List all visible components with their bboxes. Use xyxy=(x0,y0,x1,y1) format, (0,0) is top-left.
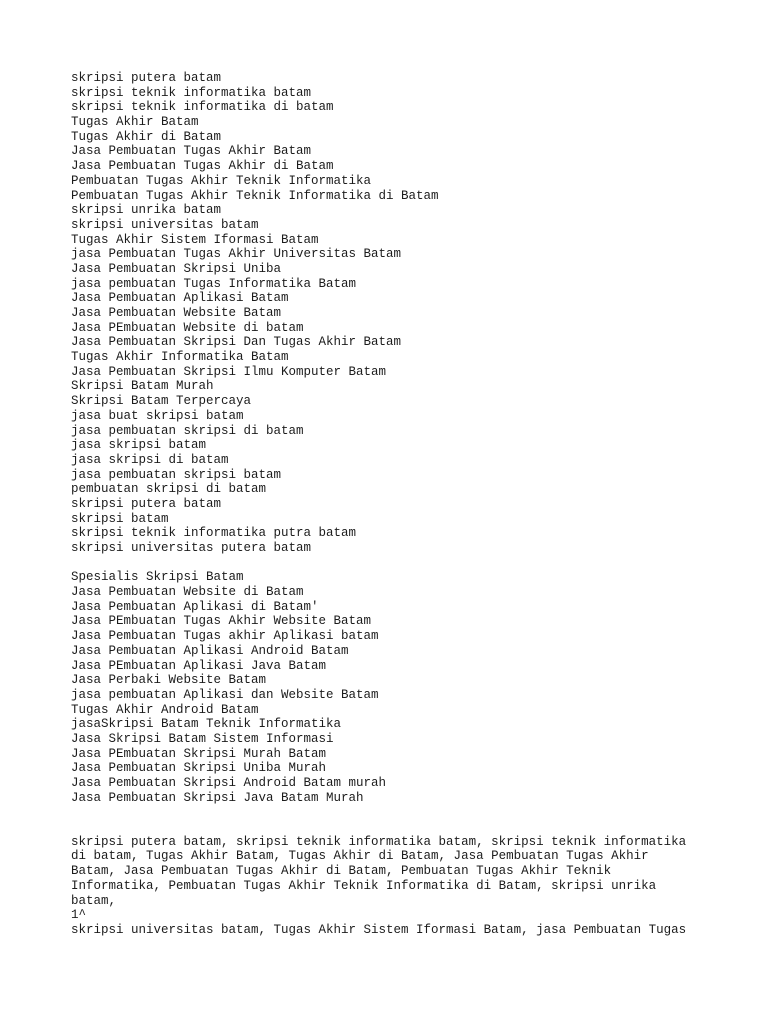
keyword-list xyxy=(71,71,751,556)
services-list xyxy=(71,570,751,805)
service-line: Jasa Skripsi Batam Sistem Informasi xyxy=(71,731,334,746)
keyword-line: Jasa Pembuatan Skripsi Ilmu Komputer Batam xyxy=(71,364,387,379)
keyword-line: Jasa Pembuatan Tugas Akhir di Batam xyxy=(71,159,334,174)
document-text xyxy=(71,71,751,938)
keyword-line: Jasa Pembuatan Aplikasi Batam xyxy=(71,291,289,306)
service-line: Jasa Pembuatan Aplikasi Android Batam xyxy=(71,643,349,658)
keyword-line: Tugas Akhir Informatika Batam xyxy=(71,350,289,365)
paragraph-line: di batam, Tugas Akhir Batam, Tugas Akhir di Batam, Jasa Pembuatan Tugas Akhir xyxy=(71,849,649,864)
blank-line xyxy=(71,556,751,571)
keyword-line: Jasa Pembuatan Website Batam xyxy=(71,306,282,320)
service-line: Jasa Pembuatan Aplikasi di Batam' xyxy=(71,599,319,614)
keyword-line: jasa buat skripsi batam xyxy=(71,408,244,423)
keyword-line: skripsi teknik informatika batam xyxy=(71,85,312,100)
service-line: jasa pembuatan Aplikasi dan Website Batam xyxy=(71,687,379,702)
keyword-line: Tugas Akhir di Batam xyxy=(71,129,222,144)
keyword-line: skripsi putera batam xyxy=(71,496,222,511)
service-line: Spesialis Skripsi Batam xyxy=(71,570,244,585)
service-line: Jasa Pembuatan Skripsi Android Batam murah xyxy=(71,776,387,790)
keyword-line: skripsi unrika batam xyxy=(71,203,222,218)
keyword-line: jasa Pembuatan Tugas Akhir Universitas Batam xyxy=(71,247,402,262)
keyword-line: skripsi teknik informatika di batam xyxy=(71,100,334,115)
keyword-line: Jasa Pembuatan Skripsi Dan Tugas Akhir Batam xyxy=(71,335,402,350)
service-line: Tugas Akhir Android Batam xyxy=(71,702,259,717)
keyword-line: skripsi teknik informatika putra batam xyxy=(71,526,357,541)
keyword-line: Pembuatan Tugas Akhir Teknik Informatika di Batam xyxy=(71,188,439,203)
keyword-line: jasa skripsi di batam xyxy=(71,452,229,467)
paragraph-line: skripsi putera batam, skripsi teknik informatika batam, skripsi teknik informatika xyxy=(71,834,687,849)
service-line: Jasa Pembuatan Tugas akhir Aplikasi batam xyxy=(71,629,379,644)
keyword-line: Jasa PEmbuatan Website di batam xyxy=(71,320,304,335)
blank-line xyxy=(71,805,751,820)
service-line: Jasa Pembuatan Skripsi Uniba Murah xyxy=(71,761,327,776)
keyword-line: jasa skripsi batam xyxy=(71,438,207,453)
service-line: Jasa PEmbuatan Aplikasi Java Batam xyxy=(71,658,327,673)
service-line: Jasa PEmbuatan Tugas Akhir Website Batam xyxy=(71,614,372,629)
service-line: Jasa Pembuatan Skripsi Java Batam Murah xyxy=(71,790,364,805)
paragraph-line: skripsi universitas batam, Tugas Akhir Sistem Iformasi Batam, jasa Pembuatan Tugas xyxy=(71,922,687,937)
keyword-line: jasa pembuatan Tugas Informatika Batam xyxy=(71,276,357,291)
paragraph-line: batam, xyxy=(71,893,117,908)
keyword-line: Jasa Pembuatan Tugas Akhir Batam xyxy=(71,144,312,159)
keyword-line: Skripsi Batam Murah xyxy=(71,379,214,394)
blank-line xyxy=(71,820,751,835)
keyword-line: skripsi universitas batam xyxy=(71,217,259,232)
keyword-line: Skripsi Batam Terpercaya xyxy=(71,394,252,409)
keyword-line: Tugas Akhir Sistem Iformasi Batam xyxy=(71,232,319,247)
keyword-line: skripsi putera batam xyxy=(71,71,222,85)
service-line: jasaSkripsi Batam Teknik Informatika xyxy=(71,717,342,732)
keyword-line: jasa pembuatan skripsi di batam xyxy=(71,423,304,438)
service-line: Jasa PEmbuatan Skripsi Murah Batam xyxy=(71,746,327,761)
service-line: Jasa Pembuatan Website di Batam xyxy=(71,585,304,600)
paragraph-line: Batam, Jasa Pembuatan Tugas Akhir di Batam, Pembuatan Tugas Akhir Teknik xyxy=(71,864,612,879)
keyword-line: Pembuatan Tugas Akhir Teknik Informatika xyxy=(71,173,372,188)
keyword-paragraph xyxy=(71,835,751,938)
keyword-line: skripsi universitas putera batam xyxy=(71,541,312,555)
keyword-line: Jasa Pembuatan Skripsi Uniba xyxy=(71,261,282,276)
keyword-line: skripsi batam xyxy=(71,511,169,526)
paragraph-line: 1^ xyxy=(71,908,87,923)
service-line: Jasa Perbaki Website Batam xyxy=(71,673,267,688)
keyword-line: Tugas Akhir Batam xyxy=(71,115,199,130)
paragraph-line: Informatika, Pembuatan Tugas Akhir Teknik Informatika di Batam, skripsi unrika xyxy=(71,878,657,893)
keyword-line: pembuatan skripsi di batam xyxy=(71,482,267,497)
keyword-line: jasa pembuatan skripsi batam xyxy=(71,467,282,482)
